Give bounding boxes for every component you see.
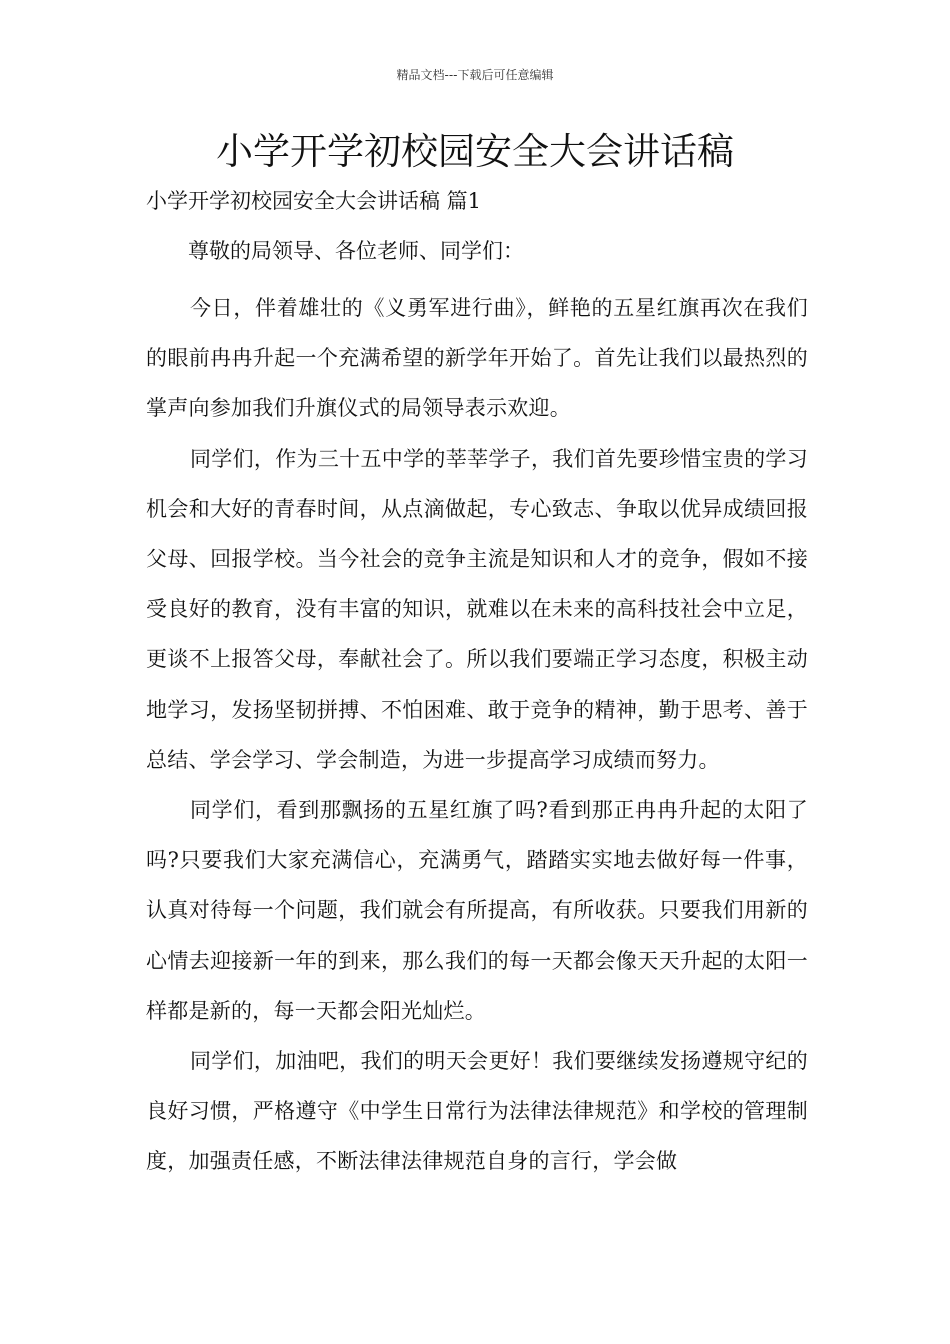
salutation: 尊敬的局领导、各位老师、同学们： bbox=[188, 239, 524, 263]
header-note: 精品文档---下载后可任意编辑 bbox=[396, 68, 554, 82]
paragraph: 同学们，看到那飘扬的五星红旗了吗?看到那正冉冉升起的太阳了吗?只要我们大家充满信心，充满勇气，踏踏实实地去做好每一件事，认真对待每一个问题，我们就会有所提高，有所收获。只要我们用新的心情去迎接新一年的到来，那么我们的每一天都会像天天升起的太阳一样都是新的，每一天都会阳光灿烂。 bbox=[146, 798, 808, 1023]
paragraph: 同学们，作为三十五中学的莘莘学子，我们首先要珍惜宝贵的学习机会和大好的青春时间，从点滴做起，专心致志、争取以优异成绩回报父母、回报学校。当今社会的竞争主流是知识和人才的竞争，假如不接受良好的教育，没有丰富的知识，就难以在未来的高科技社会中立足，更谈不上报答父母，奉献社会了。所以我们要端正学习态度，积极主动地学习，发扬坚韧拼搏、不怕困难、敢于竞争的精神，勤于思考、善于总结、学会学习、学会制造，为进一步提高学习成绩而努力。 bbox=[146, 446, 808, 772]
document-subtitle: 小学开学初校园安全大会讲话稿 篇1 bbox=[146, 189, 482, 213]
paragraph: 同学们，加油吧，我们的明天会更好！我们要继续发扬遵规守纪的良好习惯，严格遵守《中学生日常行为法律法律规范》和学校的管理制度，加强责任感，不断法律法律规范自身的言行，学会做 bbox=[146, 1049, 808, 1174]
paragraph: 今日，伴着雄壮的《义勇军进行曲》，鲜艳的五星红旗再次在我们的眼前冉冉升起一个充满希望的新学年开始了。首先让我们以最热烈的掌声向参加我们升旗仪式的局领导表示欢迎。 bbox=[146, 296, 808, 421]
body-text bbox=[146, 283, 808, 1187]
document-title: 小学开学初校园安全大会讲话稿 bbox=[216, 130, 734, 173]
